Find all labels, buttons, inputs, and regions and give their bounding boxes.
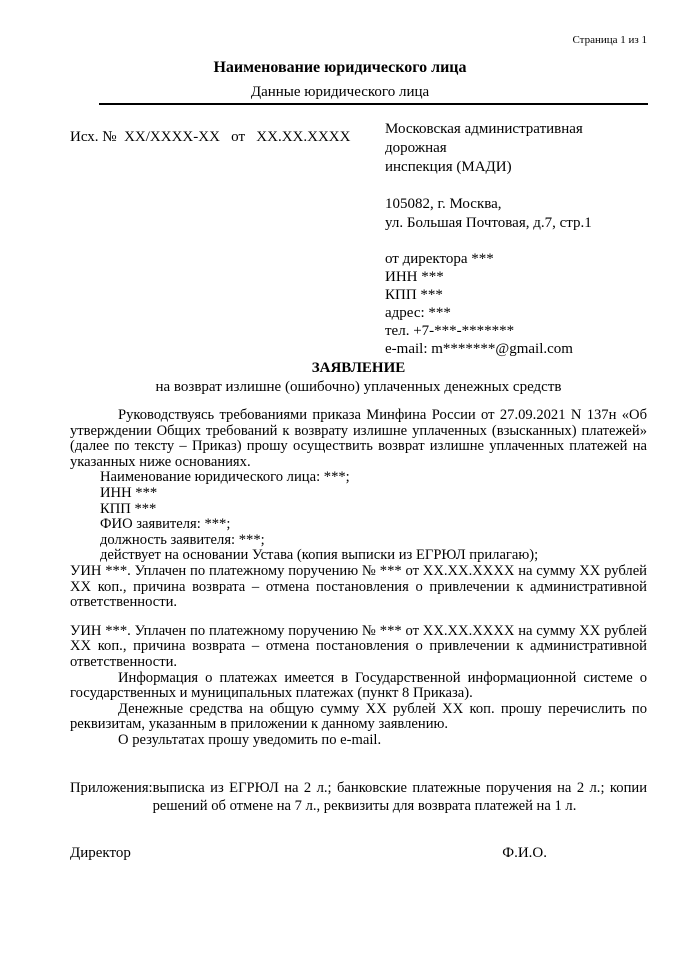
reference-row bbox=[70, 120, 647, 358]
applicant-kpp: КПП *** bbox=[385, 287, 443, 303]
recipient-name bbox=[385, 120, 647, 177]
signature-position: Директор bbox=[70, 845, 131, 862]
document-title: ЗАЯВЛЕНИЕ bbox=[311, 360, 406, 376]
attachments-section bbox=[70, 780, 647, 815]
detail-line-inn: ИНН *** bbox=[100, 484, 158, 501]
letterhead-divider bbox=[99, 103, 648, 105]
document-content bbox=[0, 120, 680, 862]
transfer-request-paragraph: Денежные средства на общую сумму XX рублей XX коп. прошу перечислить по реквизитам, указанным в приложении к данному заявлению. bbox=[70, 700, 647, 733]
recipient-address-line: ул. Большая Почтовая, д.7, стр.1 bbox=[385, 215, 592, 231]
notify-paragraph: О результатах прошу уведомить по e-mail. bbox=[118, 731, 382, 748]
letterhead bbox=[0, 59, 680, 105]
detail-line-fio: ФИО заявителя: ***; bbox=[100, 516, 231, 533]
signature-name: Ф.И.О. bbox=[502, 845, 547, 862]
gis-info-paragraph: Информация о платежах имеется в Государственной информационной системе о государственных и муниципальных платежах (пункт 8 Приказа). bbox=[70, 669, 647, 702]
page-indicator: Страница 1 из 1 bbox=[572, 34, 647, 46]
applicant-phone: тел. +7-***-******* bbox=[385, 323, 515, 339]
recipient-address bbox=[385, 195, 647, 233]
detail-line-position: должность заявителя: ***; bbox=[100, 531, 265, 548]
applicant-email: e-mail: m*******@gmail.com bbox=[385, 341, 573, 357]
detail-line-kpp: КПП *** bbox=[100, 500, 157, 517]
org-details-line: Данные юридического лица bbox=[250, 84, 430, 100]
attachments-list: выписка из ЕГРЮЛ на 2 л.; банковские платежные поручения на 2 л.; копии решений об отмене на 7 л., реквизиты для возврата платежей на 1 л. bbox=[152, 780, 647, 814]
signature-section bbox=[70, 845, 647, 862]
outgoing-number: Исх. № XX/XXXX-XX от XX.XX.XXXX bbox=[70, 129, 351, 145]
attachments-label: Приложения: bbox=[70, 780, 153, 797]
recipient-name-line: инспекция (МАДИ) bbox=[385, 159, 512, 175]
intro-paragraph: Руководствуясь требованиями приказа Минфина России от 27.09.2021 N 137н «Об утверждении Общих требований к возврату излишне уплаченных (взысканных) платежей» (далее по тексту – Приказ) прошу осуществить возврат излишне уплаченных платежей на указанных ниже основаниях. bbox=[70, 407, 647, 470]
detail-line-org-name: Наименование юридического лица: ***; bbox=[100, 469, 350, 486]
uin-paragraph-2: УИН ***. Уплачен по платежному поручению № *** от XX.XX.XXXX на сумму XX рублей XX коп., причина возврата – отмена постановления о привлечении к административной ответственности. bbox=[70, 622, 647, 670]
applicant-block bbox=[385, 250, 647, 358]
document-body bbox=[70, 408, 647, 748]
applicant-from: от директора *** bbox=[385, 251, 494, 267]
detail-line-basis: действует на основании Устава (копия выписки из ЕГРЮЛ прилагаю); bbox=[100, 547, 539, 564]
addressee-column bbox=[385, 120, 647, 358]
applicant-inn: ИНН *** bbox=[385, 269, 444, 285]
recipient-address-line: 105082, г. Москва, bbox=[385, 196, 502, 212]
recipient-name-line: Московская административная дорожная bbox=[385, 121, 583, 156]
uin-paragraph-1: УИН ***. Уплачен по платежному поручению № *** от XX.XX.XXXX на сумму XX рублей XX коп., причина возврата – отмена постановления о привлечении к административной ответственности. bbox=[70, 562, 647, 611]
document-subtitle: на возврат излишне (ошибочно) уплаченных денежных средств bbox=[155, 379, 562, 395]
org-name-heading: Наименование юридического лица bbox=[213, 59, 467, 76]
applicant-address: адрес: *** bbox=[385, 305, 451, 321]
